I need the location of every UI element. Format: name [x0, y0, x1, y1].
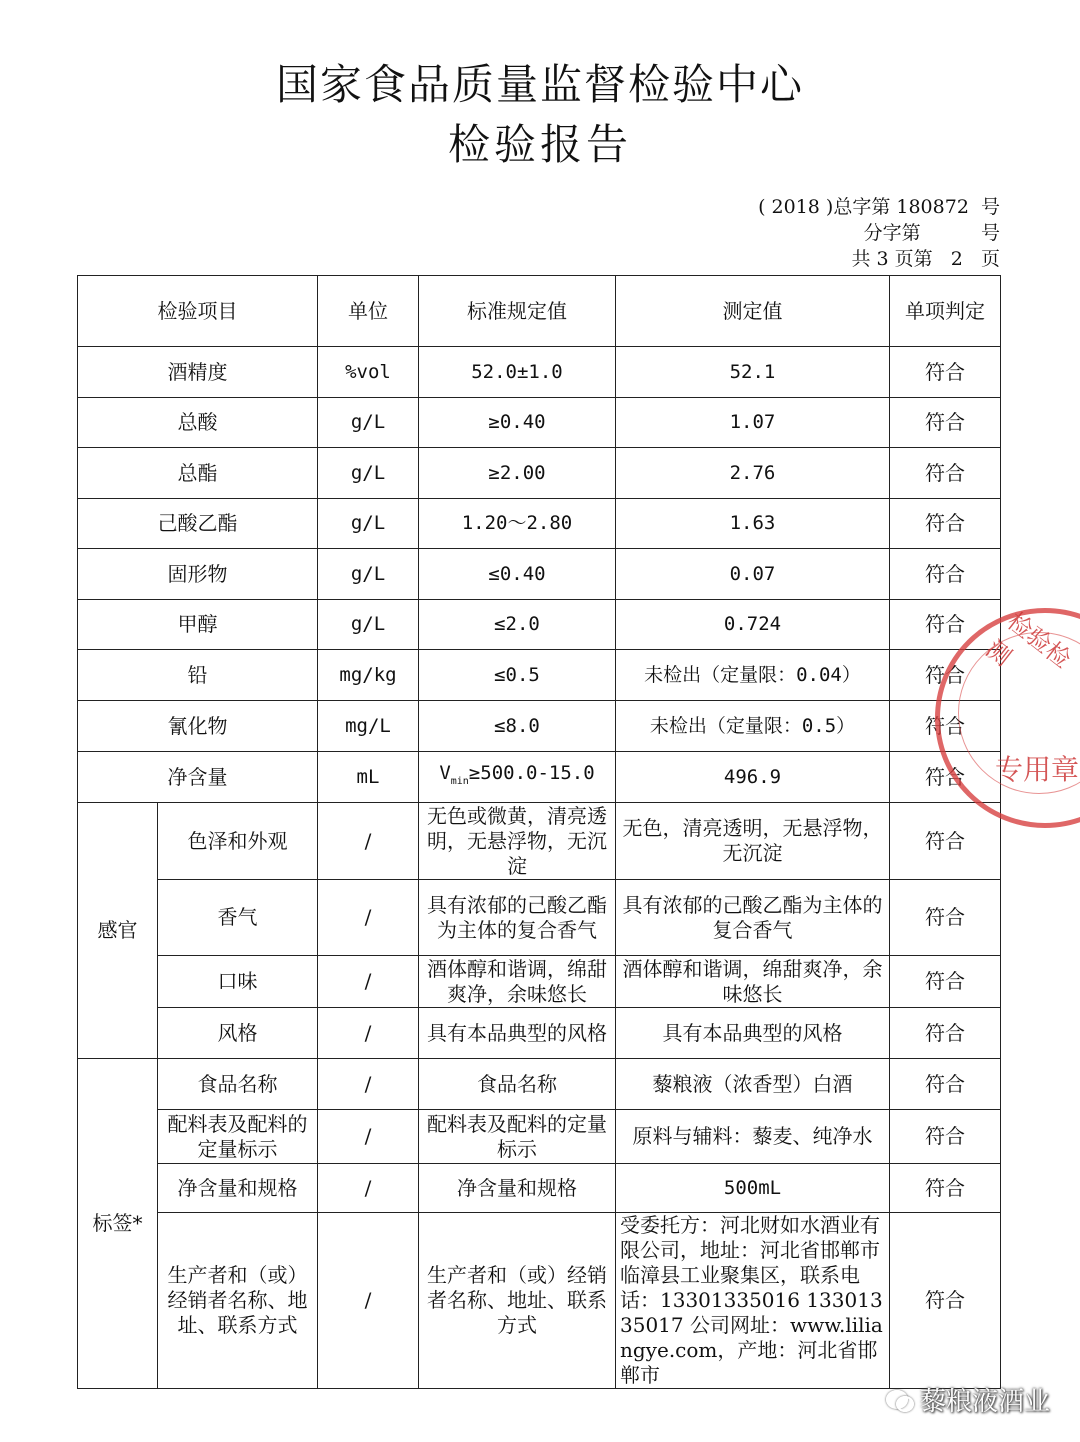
verdict-cell: 符合: [890, 549, 1001, 600]
item-cell: 生产者和（或）经销者名称、地址、联系方式: [158, 1213, 318, 1389]
value-cell: 52.1: [616, 347, 890, 398]
table-row: [78, 650, 1001, 701]
volume-condition: ≥500.0-15.0: [468, 761, 595, 784]
unit-cell: g/L: [318, 448, 419, 499]
verdict-cell: 符合: [890, 499, 1001, 549]
table-row: [78, 549, 1001, 600]
header-verdict: 单项判定: [890, 276, 1001, 347]
value-cell: 藜粮液（浓香型）白酒: [616, 1059, 890, 1110]
verdict-cell: 符合: [890, 956, 1001, 1008]
table-row: [78, 347, 1001, 398]
header-value: 测定值: [616, 276, 890, 347]
item-cell: 固形物: [78, 549, 318, 600]
volume-subscript: min: [450, 775, 469, 787]
header-unit: 单位: [318, 276, 419, 347]
standard-cell: 无色或微黄，清亮透明，无悬浮物，无沉淀: [419, 803, 616, 880]
unit-cell: mL: [318, 752, 419, 803]
verdict-cell: 符合: [890, 803, 1001, 880]
value-cell: 500mL: [616, 1164, 890, 1213]
table-row: [78, 600, 1001, 650]
label-row: [78, 1213, 1001, 1389]
sensory-row: [78, 880, 1001, 956]
unit-cell: /: [318, 1164, 419, 1213]
item-cell: 总酸: [78, 398, 318, 448]
sensory-row: [78, 803, 1001, 880]
sensory-row: [78, 956, 1001, 1008]
value-cell: 无色，清亮透明，无悬浮物，无沉淀: [616, 803, 890, 880]
header-item: 检验项目: [78, 276, 318, 347]
unit-cell: /: [318, 803, 419, 880]
value-cell: 2.76: [616, 448, 890, 499]
watermark-text: 藜粮液酒业: [919, 1387, 1050, 1417]
verdict-cell: 符合: [890, 347, 1001, 398]
label-row: [78, 1164, 1001, 1213]
item-cell: 铅: [78, 650, 318, 701]
item-cell: 净含量: [78, 752, 318, 803]
table-row: [78, 701, 1001, 752]
verdict-cell: 符合: [890, 752, 1001, 803]
unit-cell: /: [318, 1008, 419, 1059]
value-cell: 受委托方：河北财如水酒业有限公司，地址：河北省邯郸市临漳县工业聚集区，联系电话：13301335016 13301335017 公司网址：www.liliangye.com，产地：河北省邯郸市: [616, 1213, 890, 1389]
unit-cell: /: [318, 880, 419, 956]
table-row: [78, 448, 1001, 499]
header-standard: 标准规定值: [419, 276, 616, 347]
item-cell: 酒精度: [78, 347, 318, 398]
value-cell: 未检出（定量限：0.04）: [616, 650, 890, 701]
unit-cell: g/L: [318, 600, 419, 650]
standard-cell: [419, 752, 616, 803]
item-cell: 风格: [158, 1008, 318, 1059]
report-title: 检验报告: [447, 120, 632, 169]
volume-symbol: V: [439, 761, 451, 784]
sensory-group-cell: 感官: [78, 803, 158, 1059]
unit-cell: /: [318, 1213, 419, 1389]
page-indicator: 共 3 页第 2 页: [851, 248, 1000, 270]
table-row: [78, 398, 1001, 448]
unit-cell: %vol: [318, 347, 419, 398]
item-cell: 香气: [158, 880, 318, 956]
standard-cell: 酒体醇和谐调，绵甜爽净，余味悠长: [419, 956, 616, 1008]
standard-cell: 1.20～2.80: [419, 499, 616, 549]
verdict-cell: 符合: [890, 650, 1001, 701]
verdict-cell: 符合: [890, 1110, 1001, 1164]
verdict-cell: 符合: [890, 880, 1001, 956]
item-cell: 配料表及配料的定量标示: [158, 1110, 318, 1164]
standard-cell: ≥0.40: [419, 398, 616, 448]
wechat-icon: [886, 1388, 914, 1412]
standard-cell: 生产者和（或）经销者名称、地址、联系方式: [419, 1213, 616, 1389]
value-cell: 0.724: [616, 600, 890, 650]
value-cell: 原料与辅料：藜麦、纯净水: [616, 1110, 890, 1164]
verdict-cell: 符合: [890, 1164, 1001, 1213]
watermark: [886, 1381, 1050, 1418]
table-row: [78, 499, 1001, 549]
standard-cell: 净含量和规格: [419, 1164, 616, 1213]
item-cell: 己酸乙酯: [78, 499, 318, 549]
verdict-cell: 符合: [890, 1213, 1001, 1389]
standard-cell: ≤0.40: [419, 549, 616, 600]
standard-cell: 具有浓郁的己酸乙酯为主体的复合香气: [419, 880, 616, 956]
stamp-text-bottom: 专用章: [995, 753, 1080, 786]
item-cell: 口味: [158, 956, 318, 1008]
unit-cell: /: [318, 1059, 419, 1110]
value-cell: 0.07: [616, 549, 890, 600]
standard-cell: 具有本品典型的风格: [419, 1008, 616, 1059]
verdict-cell: 符合: [890, 398, 1001, 448]
item-cell: 总酯: [78, 448, 318, 499]
unit-cell: g/L: [318, 499, 419, 549]
value-cell: 酒体醇和谐调，绵甜爽净，余味悠长: [616, 956, 890, 1008]
item-cell: 色泽和外观: [158, 803, 318, 880]
unit-cell: g/L: [318, 549, 419, 600]
verdict-cell: 符合: [890, 1008, 1001, 1059]
sub-number: 分字第 号: [863, 222, 1000, 244]
report-center-title: 国家食品质量监督检验中心: [275, 60, 804, 109]
unit-cell: mg/L: [318, 701, 419, 752]
label-group-cell: 标签*: [78, 1059, 158, 1389]
standard-cell: 食品名称: [419, 1059, 616, 1110]
stamp-text-top: 检验检测: [980, 607, 1076, 674]
label-row: [78, 1059, 1001, 1110]
verdict-cell: 符合: [890, 1059, 1001, 1110]
unit-cell: g/L: [318, 398, 419, 448]
unit-cell: /: [318, 956, 419, 1008]
value-cell: 具有浓郁的己酸乙酯为主体的复合香气: [616, 880, 890, 956]
value-cell: 具有本品典型的风格: [616, 1008, 890, 1059]
value-cell: 496.9: [616, 752, 890, 803]
item-cell: 甲醇: [78, 600, 318, 650]
label-row: [78, 1110, 1001, 1164]
standard-cell: ≤2.0: [419, 600, 616, 650]
value-cell: 1.63: [616, 499, 890, 549]
verdict-cell: 符合: [890, 701, 1001, 752]
standard-cell: ≥2.00: [419, 448, 616, 499]
unit-cell: mg/kg: [318, 650, 419, 701]
item-cell: 食品名称: [158, 1059, 318, 1110]
item-cell: 氰化物: [78, 701, 318, 752]
standard-cell: ≤0.5: [419, 650, 616, 701]
verdict-cell: 符合: [890, 600, 1001, 650]
table-row: [78, 752, 1001, 803]
standard-cell: ≤8.0: [419, 701, 616, 752]
standard-cell: 52.0±1.0: [419, 347, 616, 398]
standard-cell: 配料表及配料的定量标示: [419, 1110, 616, 1164]
unit-cell: /: [318, 1110, 419, 1164]
value-cell: 未检出（定量限：0.5）: [616, 701, 890, 752]
item-cell: 净含量和规格: [158, 1164, 318, 1213]
value-cell: 1.07: [616, 398, 890, 448]
table-header-row: [78, 276, 1001, 347]
sensory-row: [78, 1008, 1001, 1059]
verdict-cell: 符合: [890, 448, 1001, 499]
report-number: ( 2018 )总字第 180872 号: [758, 196, 1000, 218]
inspection-table: [77, 275, 1001, 1389]
